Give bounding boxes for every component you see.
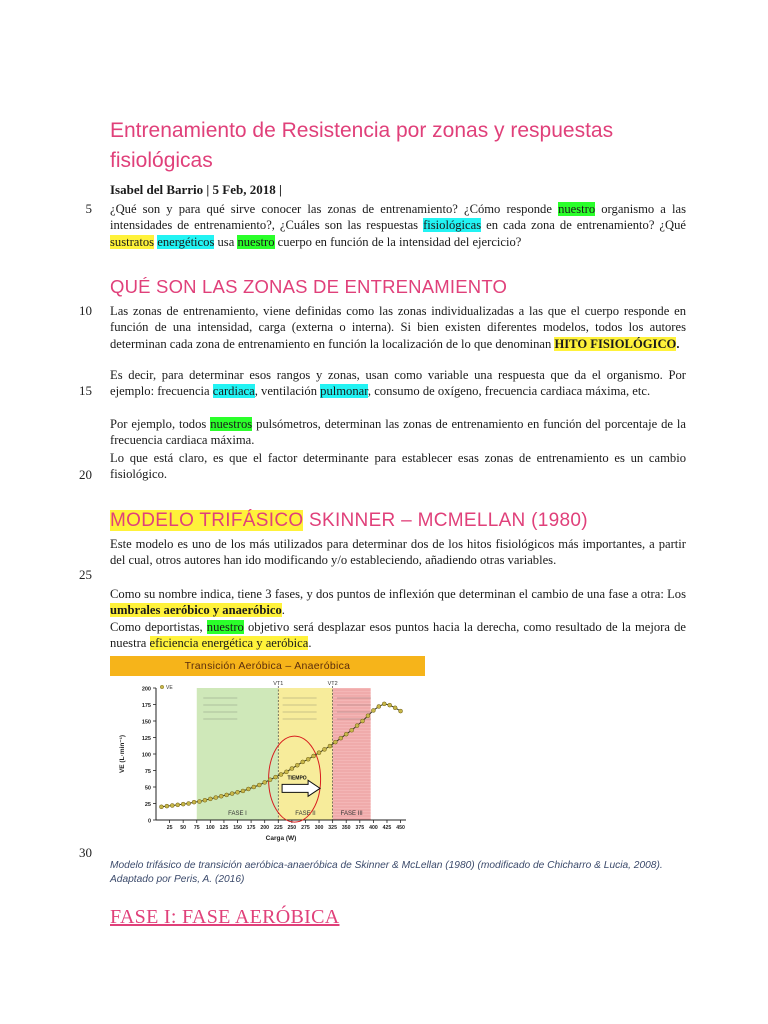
data-point bbox=[399, 709, 403, 713]
arrow-label: TIEMPO bbox=[287, 775, 307, 782]
x-tick-label: 250 bbox=[287, 825, 297, 831]
data-point bbox=[219, 794, 223, 798]
line-number: 5 bbox=[85, 201, 92, 216]
section-heading: QUÉ SON LAS ZONAS DE ENTRENAMIENTO bbox=[110, 276, 508, 297]
data-point bbox=[301, 760, 305, 764]
intro-paragraph: ¿Qué son y para qué sirve conocer las zonas de entrenamiento? ¿Cómo responde nuestro organismo a las intensidades de entrenamiento?, ¿Cuáles son las respuestas fisiológicas en cada zona de entrenamiento? ¿Qué sustratos energéticos usa nuestro cuerpo en función de la intensidad del ejercicio? bbox=[110, 202, 687, 249]
y-tick-label: 125 bbox=[141, 736, 151, 742]
data-point bbox=[214, 796, 218, 800]
x-tick-label: 25 bbox=[166, 825, 173, 831]
paragraph: Las zonas de entrenamiento, viene definidas como las zonas individualizadas a las que el cuerpo responde en función de una intensidad, carga (externa o interna). Si bien existen diferentes modelos, todos los autores determinan cada zona de entrenamiento en función la localización de lo que denominan HITO FISIOLÓGICO. bbox=[110, 304, 686, 351]
figure-caption: Modelo trifásico de transición aeróbica-anaeróbica de Skinner & McLellan (1980) (modificado de Chicharro & Lucia, 2008). Adaptado por Peris, A. (2016) bbox=[110, 860, 663, 885]
data-point bbox=[377, 704, 381, 708]
data-point bbox=[317, 751, 321, 755]
data-point bbox=[295, 763, 299, 767]
data-point bbox=[290, 767, 294, 771]
data-point bbox=[371, 708, 375, 712]
data-point bbox=[187, 802, 191, 806]
page-title: Entrenamiento de Resistencia por zonas y respuestas fisiológicas bbox=[110, 119, 614, 172]
data-point bbox=[159, 805, 163, 809]
data-point bbox=[181, 802, 185, 806]
y-tick-label: 0 bbox=[147, 818, 151, 825]
phase-label: FASE II bbox=[295, 811, 316, 817]
data-point bbox=[203, 798, 207, 802]
y-tick-label: 100 bbox=[141, 752, 151, 759]
y-tick-label: 25 bbox=[144, 802, 151, 808]
data-point bbox=[246, 787, 250, 791]
x-tick-label: 375 bbox=[355, 825, 365, 831]
phase-label: FASE I bbox=[228, 811, 247, 817]
x-tick-label: 350 bbox=[341, 825, 351, 831]
paragraph: Lo que está claro, es que el factor determinante para establecer esas zonas de entrenamiento es un cambio fisiológico. bbox=[110, 451, 686, 482]
data-point bbox=[393, 706, 397, 710]
line-number: 10 bbox=[79, 303, 92, 318]
x-tick-label: 100 bbox=[206, 825, 215, 831]
phase-region bbox=[278, 688, 332, 820]
phase-label: FASE III bbox=[340, 811, 363, 817]
data-point bbox=[333, 740, 337, 744]
data-point bbox=[230, 792, 234, 796]
data-point bbox=[192, 800, 196, 804]
y-tick-label: 200 bbox=[141, 686, 151, 693]
data-point bbox=[344, 732, 348, 736]
data-point bbox=[312, 754, 316, 758]
data-point bbox=[208, 797, 212, 801]
threshold-label: VT1 bbox=[273, 681, 284, 687]
data-point bbox=[263, 780, 267, 784]
section-heading: FASE I: FASE AERÓBICA bbox=[110, 906, 340, 928]
author-byline: Isabel del Barrio | 5 Feb, 2018 | bbox=[110, 182, 282, 197]
paragraph: Como deportistas, nuestro objetivo será desplazar esos puntos hacia la derecha, como resultado de la mejora de nuestra eficiencia energética y aeróbica. bbox=[110, 620, 686, 651]
threshold-label: VT2 bbox=[327, 681, 338, 687]
figure-banner: Transición Aeróbica – Anaeróbica bbox=[110, 656, 425, 676]
data-point bbox=[165, 804, 169, 808]
x-tick-label: 300 bbox=[314, 825, 324, 831]
data-point bbox=[361, 719, 365, 723]
data-point bbox=[388, 703, 392, 707]
paragraph: Es decir, para determinar esos rangos y zonas, usan como variable una respuesta que da el organismo. Por ejemplo: frecuencia cardiaca, ventilación pulmonar, consumo de oxígeno, frecuencia cardiaca máxima, etc. bbox=[110, 368, 686, 399]
data-point bbox=[241, 789, 245, 793]
data-point bbox=[197, 800, 201, 804]
chart bbox=[110, 676, 425, 857]
data-point bbox=[322, 747, 326, 751]
data-point bbox=[170, 803, 174, 807]
line-number: 25 bbox=[79, 567, 92, 582]
line-number: 20 bbox=[79, 467, 92, 482]
x-tick-label: 150 bbox=[233, 825, 242, 831]
y-tick-label: 75 bbox=[144, 769, 151, 775]
data-point bbox=[268, 778, 272, 782]
paragraph: Este modelo es uno de los más utilizados para determinar dos de los hitos fisiológicos más importantes, a partir del cual, otros autores han ido modificando y/o estableciendo, añadiendo otras variables. bbox=[110, 537, 686, 568]
y-tick-label: 50 bbox=[144, 785, 151, 792]
x-tick-label: 75 bbox=[193, 825, 200, 831]
legend-marker bbox=[160, 685, 164, 689]
data-point bbox=[225, 793, 229, 797]
x-tick-label: 325 bbox=[328, 825, 337, 831]
x-tick-label: 400 bbox=[369, 825, 378, 831]
x-tick-label: 50 bbox=[180, 825, 187, 831]
x-tick-label: 425 bbox=[382, 825, 392, 831]
x-tick-label: 200 bbox=[260, 825, 270, 831]
paragraph: Por ejemplo, todos nuestros pulsómetros, determinan las zonas de entrenamiento en función del porcentaje de la frecuencia cardiaca máxima. bbox=[110, 417, 686, 448]
data-point bbox=[274, 775, 278, 779]
x-tick-label: 225 bbox=[273, 825, 283, 831]
paragraph: Como su nombre indica, tiene 3 fases, y dos puntos de inflexión que determinan el cambio de una fase a otra: Los umbrales aeróbico y anaeróbico. bbox=[110, 587, 686, 618]
data-point bbox=[252, 785, 256, 789]
data-point bbox=[257, 783, 261, 787]
data-point bbox=[306, 757, 310, 761]
y-tick-label: 150 bbox=[141, 719, 151, 726]
x-axis-label: Carga (W) bbox=[265, 835, 297, 842]
y-tick-label: 175 bbox=[141, 703, 151, 709]
data-point bbox=[284, 770, 288, 774]
figure bbox=[110, 656, 425, 857]
data-point bbox=[366, 714, 370, 718]
x-tick-label: 450 bbox=[396, 825, 405, 831]
legend-label: VE bbox=[166, 685, 173, 691]
y-axis-label: VE (L·min⁻¹) bbox=[119, 734, 126, 774]
data-point bbox=[339, 736, 343, 740]
x-tick-label: 125 bbox=[219, 825, 229, 831]
x-tick-label: 275 bbox=[301, 825, 310, 831]
data-point bbox=[176, 803, 180, 807]
data-point bbox=[236, 790, 240, 794]
x-tick-label: 175 bbox=[246, 825, 256, 831]
data-point bbox=[355, 724, 359, 728]
data-point bbox=[350, 728, 354, 732]
line-number: 15 bbox=[79, 383, 92, 398]
data-point bbox=[382, 702, 386, 706]
data-point bbox=[279, 772, 283, 776]
line-number: 30 bbox=[79, 845, 92, 860]
data-point bbox=[328, 744, 332, 748]
section-heading: MODELO TRIFÁSICO SKINNER – MCMELLAN (1980) bbox=[110, 510, 588, 531]
